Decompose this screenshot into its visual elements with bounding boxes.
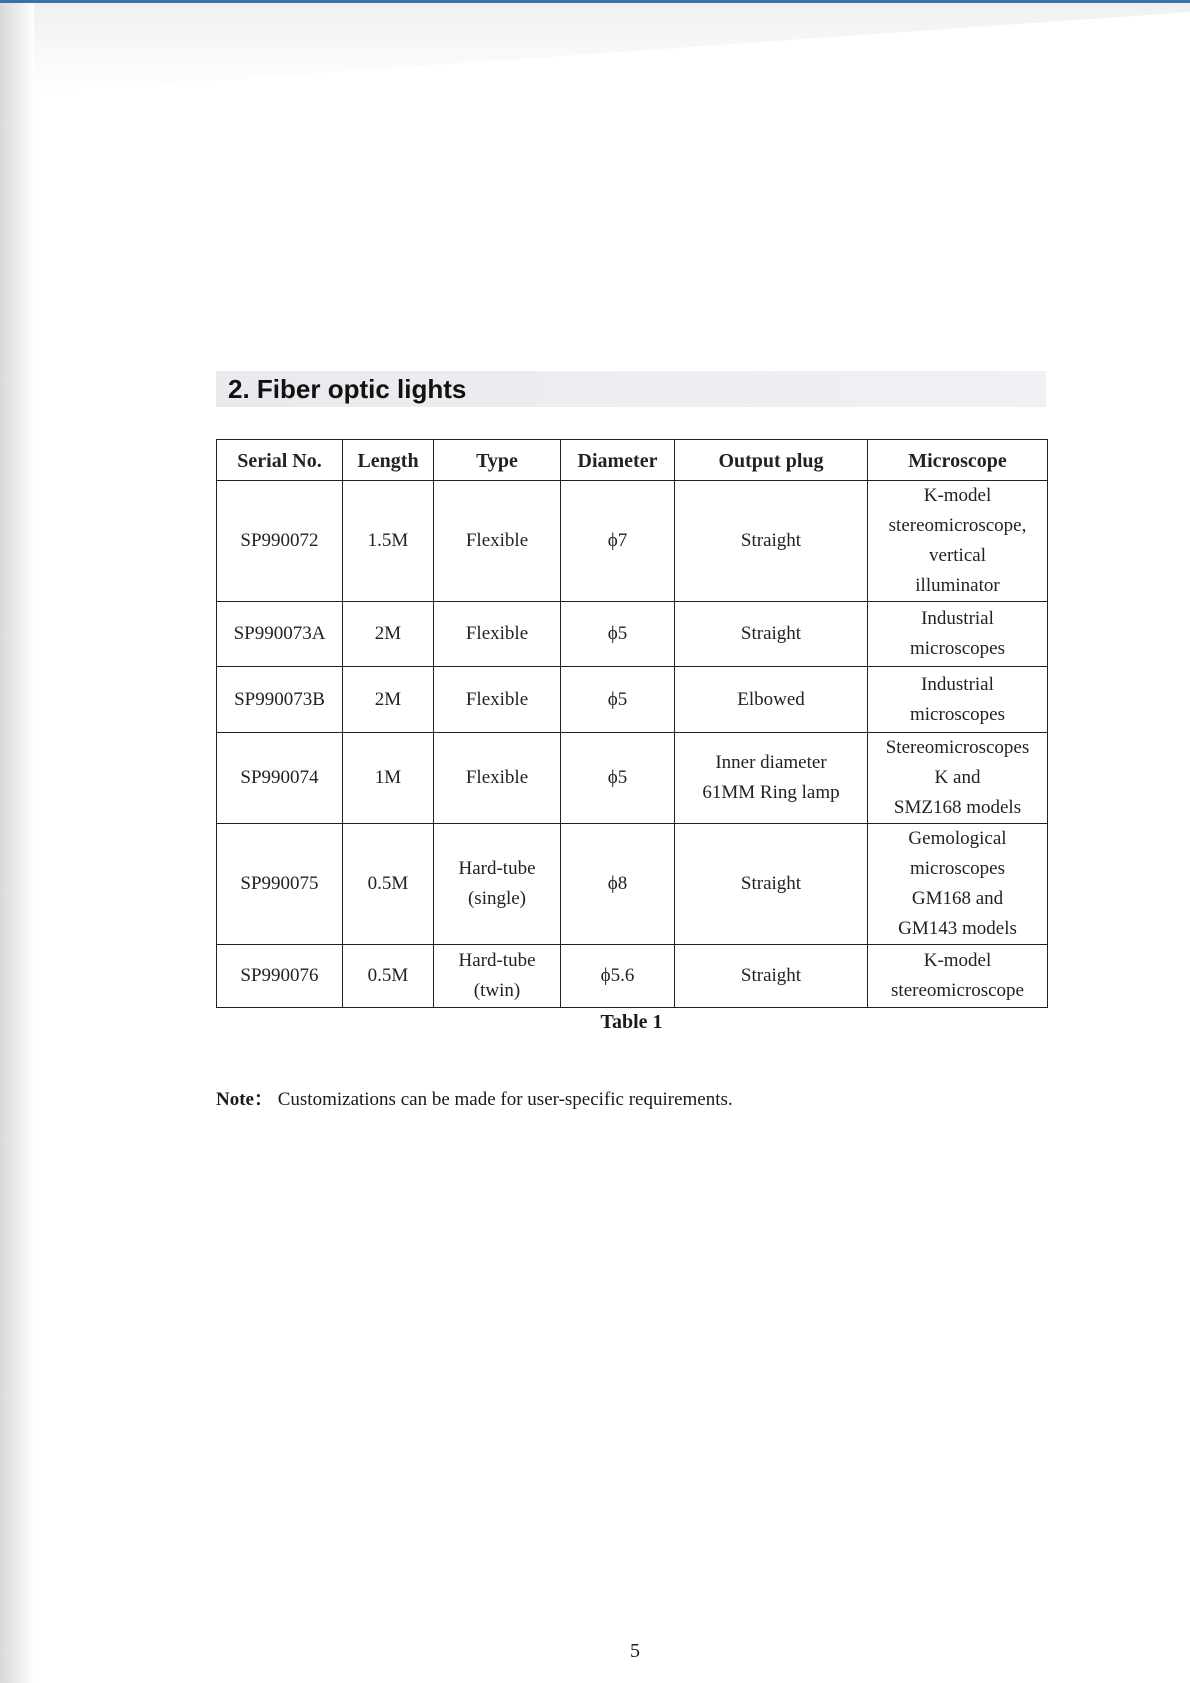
table-row bbox=[217, 824, 1048, 945]
header-type: Type bbox=[434, 440, 561, 481]
cell-line: K-model bbox=[923, 485, 992, 506]
scan-shadow-left bbox=[0, 3, 34, 1683]
cell-line: Hard-tube bbox=[458, 858, 536, 879]
cell-line: Elbowed bbox=[737, 688, 805, 710]
cell-line: stereomicroscope bbox=[891, 980, 1024, 1001]
table-header-row bbox=[217, 440, 1048, 481]
table-row bbox=[217, 481, 1048, 602]
cell-length: 2M bbox=[343, 602, 434, 667]
cell-serial: SP990076 bbox=[217, 945, 343, 1008]
scan-shadow-top bbox=[0, 3, 1190, 93]
table-row bbox=[217, 733, 1048, 824]
cell-type bbox=[434, 602, 561, 667]
cell-line: Gemological bbox=[908, 828, 1007, 849]
header-length: Length bbox=[343, 440, 434, 481]
cell-line: Straight bbox=[740, 965, 802, 986]
cell-length: 1.5M bbox=[343, 481, 434, 602]
cell-line: Industrial bbox=[921, 673, 994, 695]
cell-line: GM143 models bbox=[898, 918, 1017, 939]
cell-diameter: ϕ5 bbox=[561, 733, 675, 824]
cell-line: Flexible bbox=[465, 767, 529, 788]
cell-diameter: ϕ7 bbox=[561, 481, 675, 602]
cell-line: microscopes bbox=[910, 703, 1005, 725]
cell-output-plug bbox=[675, 945, 868, 1008]
table-row bbox=[217, 602, 1048, 667]
cell-line: stereomicroscope, bbox=[888, 515, 1027, 536]
cell-line: Stereomicroscopes bbox=[885, 737, 1030, 758]
cell-line: (twin) bbox=[473, 980, 521, 1001]
cell-microscope bbox=[868, 602, 1048, 667]
cell-length: 0.5M bbox=[343, 945, 434, 1008]
cell-diameter: ϕ5 bbox=[561, 602, 675, 667]
cell-line: microscopes bbox=[910, 638, 1005, 659]
cell-type bbox=[434, 945, 561, 1008]
cell-length: 1M bbox=[343, 733, 434, 824]
note-label: Note： bbox=[216, 1089, 273, 1110]
fiber-optic-table bbox=[216, 439, 1048, 1008]
cell-line: Straight bbox=[740, 623, 802, 644]
cell-serial: SP990073A bbox=[217, 602, 343, 667]
cell-line: microscopes bbox=[910, 858, 1005, 879]
header-microscope: Microscope bbox=[868, 440, 1048, 481]
cell-output-plug bbox=[675, 602, 868, 667]
cell-type bbox=[434, 481, 561, 602]
cell-serial: SP990073B bbox=[217, 667, 343, 733]
cell-serial: SP990072 bbox=[217, 481, 343, 602]
cell-microscope bbox=[868, 733, 1048, 824]
cell-length: 0.5M bbox=[343, 824, 434, 945]
cell-line: Inner diameter bbox=[715, 752, 827, 773]
cell-output-plug bbox=[675, 733, 868, 824]
cell-microscope bbox=[868, 667, 1048, 733]
cell-line: K and bbox=[934, 767, 981, 788]
cell-line: (single) bbox=[467, 888, 527, 909]
cell-microscope bbox=[868, 824, 1048, 945]
cell-line: Hard-tube bbox=[458, 950, 536, 971]
cell-output-plug bbox=[675, 481, 868, 602]
table-row bbox=[217, 945, 1048, 1008]
cell-type bbox=[434, 824, 561, 945]
cell-line: K-model bbox=[923, 950, 992, 971]
note-text: Customizations can be made for user-specific requirements. bbox=[277, 1089, 733, 1110]
cell-line: Straight bbox=[740, 873, 802, 894]
header-diameter: Diameter bbox=[561, 440, 675, 481]
note bbox=[216, 1084, 733, 1111]
header-output-plug: Output plug bbox=[675, 440, 868, 481]
cell-line: Straight bbox=[740, 530, 802, 551]
cell-line: vertical bbox=[929, 545, 986, 566]
cell-line: Flexible bbox=[465, 623, 529, 644]
cell-output-plug bbox=[675, 824, 868, 945]
header-serial: Serial No. bbox=[217, 440, 343, 481]
cell-diameter: ϕ5.6 bbox=[561, 945, 675, 1008]
cell-line: GM168 and bbox=[911, 888, 1004, 909]
cell-microscope bbox=[868, 945, 1048, 1008]
cell-line: SMZ168 models bbox=[893, 797, 1022, 818]
cell-output-plug bbox=[675, 667, 868, 733]
page-number: 5 bbox=[630, 1640, 640, 1662]
cell-microscope bbox=[868, 481, 1048, 602]
cell-serial: SP990075 bbox=[217, 824, 343, 945]
cell-line: 61MM Ring lamp bbox=[702, 782, 840, 803]
cell-diameter: ϕ5 bbox=[561, 667, 675, 733]
table-row bbox=[217, 667, 1048, 733]
cell-diameter: ϕ8 bbox=[561, 824, 675, 945]
scan-top-edge bbox=[0, 0, 1190, 3]
cell-line: Flexible bbox=[465, 530, 529, 551]
cell-line: Industrial bbox=[921, 608, 994, 629]
section-title: 2. Fiber optic lights bbox=[216, 371, 1046, 407]
cell-length: 2M bbox=[343, 667, 434, 733]
cell-line: Flexible bbox=[465, 688, 529, 710]
cell-type bbox=[434, 667, 561, 733]
cell-line: illuminator bbox=[915, 575, 1000, 596]
table-caption: Table 1 bbox=[600, 1011, 663, 1033]
cell-serial: SP990074 bbox=[217, 733, 343, 824]
cell-type bbox=[434, 733, 561, 824]
